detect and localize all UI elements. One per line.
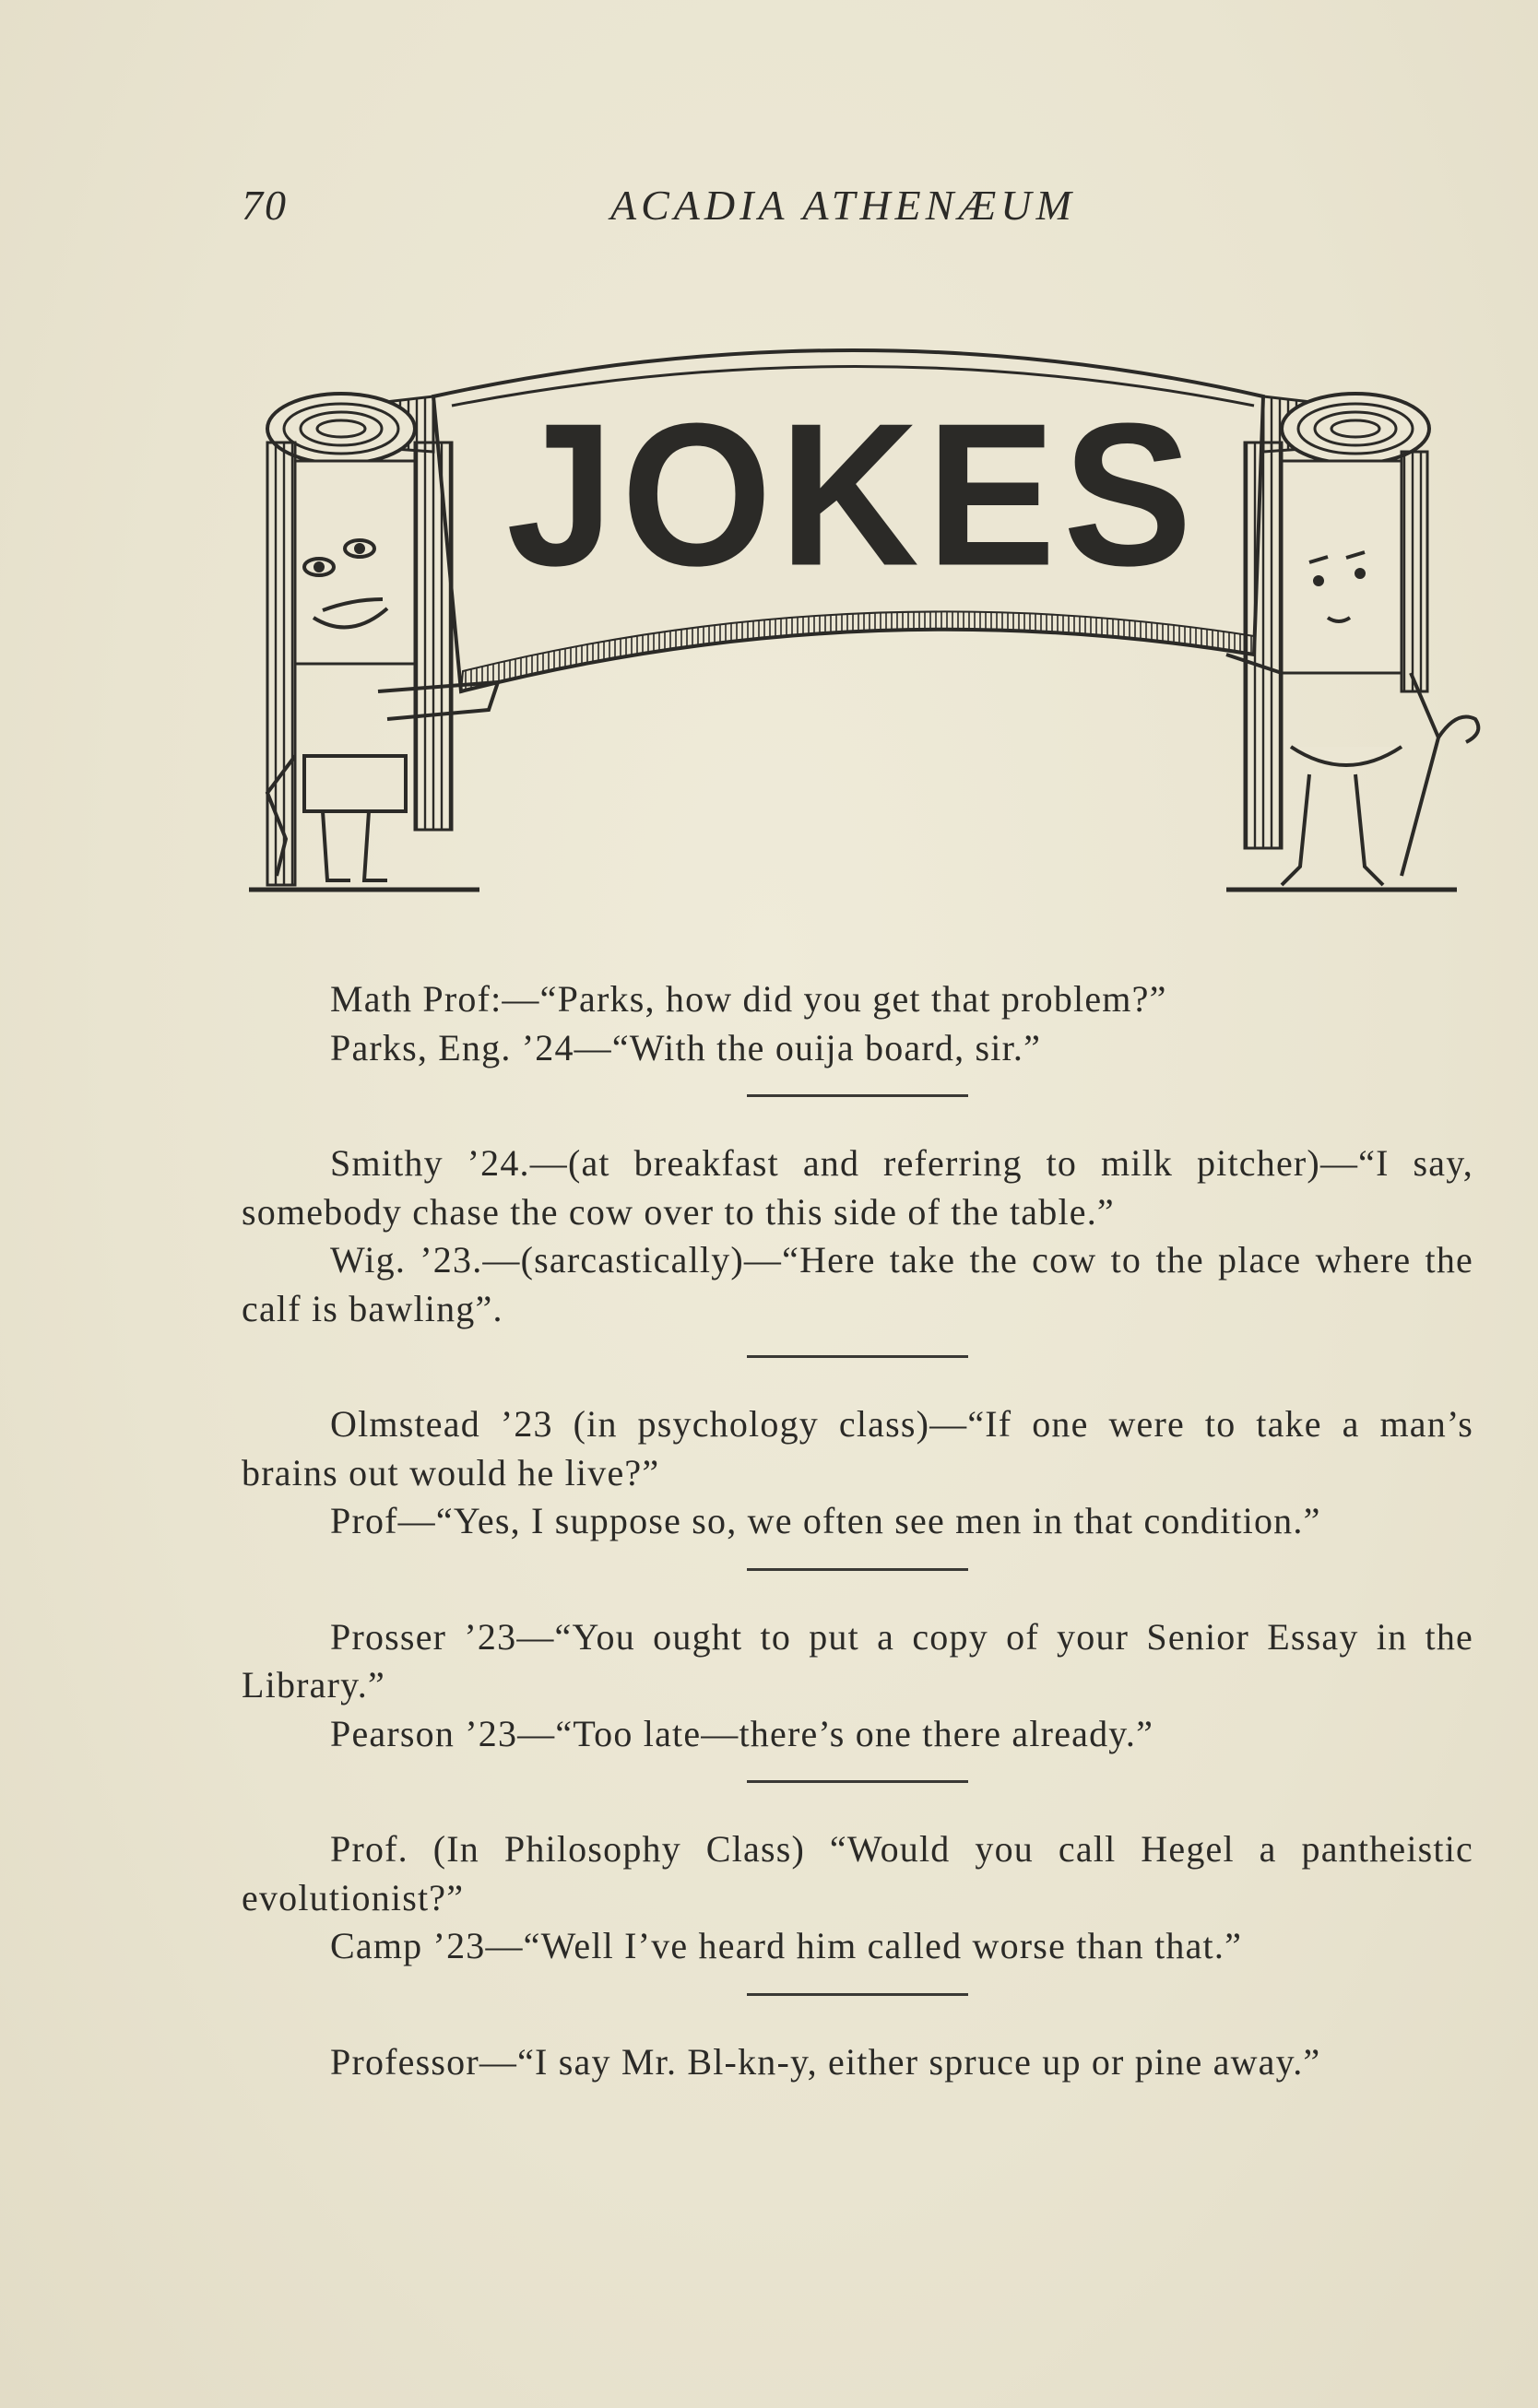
joke-line: Prosser ’23—“You ought to put a copy of your Senior Essay in the Library.” [242, 1615, 1473, 1706]
joke-line: Parks, Eng. ’24—“With the ouija board, sir.” [330, 1026, 1042, 1068]
running-title: ACADIA ATHENÆUM [610, 182, 1076, 229]
joke-line: Prof. (In Philosophy Class) “Would you call Hegel a pantheistic evolutionist?” [242, 1828, 1473, 1918]
joke-separator [747, 1094, 968, 1097]
page-number: 70 [242, 182, 288, 229]
joke-line: Wig. ’23.—(sarcastically)—“Here take the cow to the place where the calf is bawling”. [242, 1239, 1473, 1329]
joke-line: Professor—“I say Mr. Bl-kn-y, either spruce up or pine away.” [330, 2040, 1321, 2083]
banner-title: JOKES [506, 380, 1200, 608]
jokes-list [242, 975, 1473, 2086]
joke-separator [747, 1780, 968, 1783]
joke-separator [747, 1568, 968, 1571]
joke-entry [242, 1825, 1473, 1971]
joke-line: Prof—“Yes, I suppose so, we often see men in that condition.” [330, 1500, 1321, 1541]
joke-line: Smithy ’24.—(at breakfast and referring to milk pitcher)—“I say, somebody chase the cow over to this side of the table.” [242, 1142, 1473, 1233]
joke-separator [747, 1355, 968, 1358]
joke-line: Olmstead ’23 (in psychology class)—“If one were to take a man’s brains out would he live?” [242, 1403, 1473, 1493]
jokes-banner-illustration [249, 323, 1485, 903]
joke-entry [242, 1613, 1473, 1759]
joke-entry [242, 1400, 1473, 1546]
joke-line: Pearson ’23—“Too late—there’s one there already.” [330, 1712, 1154, 1754]
joke-entry [242, 975, 1473, 1072]
joke-line: Math Prof:—“Parks, how did you get that problem?” [330, 978, 1167, 1020]
joke-entry [242, 2038, 1473, 2087]
joke-separator [747, 1993, 968, 1996]
joke-entry [242, 1139, 1473, 1333]
page-header [242, 181, 1164, 236]
joke-line: Camp ’23—“Well I’ve heard him called worse than that.” [330, 1925, 1243, 1966]
